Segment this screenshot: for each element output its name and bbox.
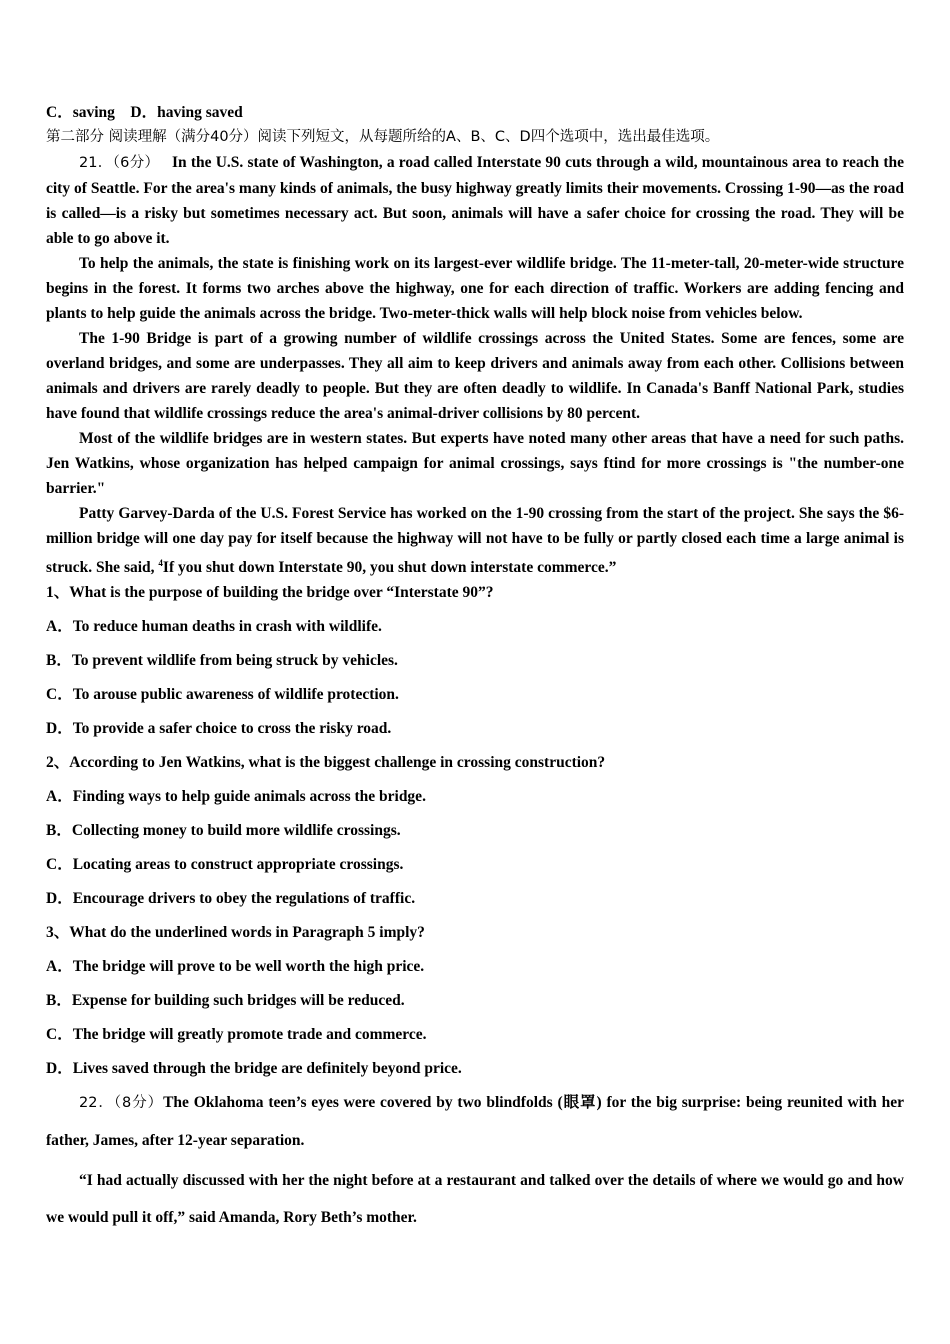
question-1-option-a[interactable]: A．To reduce human deaths in crash with wildlife. [46, 618, 382, 636]
passage-21-paragraph-3: The 1-90 Bridge is part of a growing number of wildlife crossings across the United States. Some are fences, some are overland bridges, and some are underpasses. They all aim to keep drivers and animals away from each other. Collisions between animals and drivers are rarely deadly to people. But they are often deadly to wildlife. In Canada's Banff National Park, studies have found that wildlife crossings reduce the area's animal-driver collisions by 80 percent. [46, 330, 904, 422]
question-2-option-b[interactable]: B．Collecting money to build more wildlife crossings. [46, 822, 401, 840]
passage-21-paragraph-1 [46, 150, 904, 251]
passage-22-label: 22．（8分） [79, 1095, 164, 1112]
passage-22-paragraph-2: “I had actually discussed with her the night before at a restaurant and talked over the details of where we would go and how we would pull it off,” said Amanda, Rory Beth’s mother. [46, 1172, 904, 1227]
question-3-stem: 3、What do the underlined words in Paragraph 5 imply? [46, 924, 425, 942]
question-3-option-a[interactable]: A．The bridge will prove to be well worth the high price. [46, 958, 425, 976]
question-3-option-d[interactable]: D．Lives saved through the bridge are definitely beyond price. [46, 1060, 462, 1078]
paragraph-text: The Oklahoma teen’s eyes were covered by two blindfolds (眼罩) for the big surprise: being reunited with her father, James, after 12-year separation. [46, 1094, 904, 1150]
question-2-stem: 2、According to Jen Watkins, what is the biggest challenge in crossing construction? [46, 754, 606, 772]
passage-21-paragraph-4: Most of the wildlife bridges are in western states. But experts have noted many other areas that have a need for such paths. Jen Watkins, whose organization has helped campaign for animal crossings, says ftind for more crossings is "the number-one barrier." [46, 430, 904, 497]
question-2-option-c[interactable]: C．Locating areas to construct appropriate crossings. [46, 856, 404, 874]
passage-21-paragraph-5 [46, 501, 904, 580]
previous-question-options: C．saving D．having saved [46, 104, 243, 121]
quote-mark: 4 [158, 558, 163, 568]
question-1-option-c[interactable]: C．To arouse public awareness of wildlife protection. [46, 686, 399, 704]
passage-21-paragraph-2: To help the animals, the state is finishing work on its largest-ever wildlife bridge. The 11-meter-tall, 20-meter-wide structure begins in the forest. It forms two arches above the highway, one for each direction of traffic. Workers are adding fencing and plants to help guide the animals across the bridge. Two-meter-thick walls will help block noise from vehicles below. [46, 255, 904, 322]
question-3-option-c[interactable]: C．The bridge will greatly promote trade and commerce. [46, 1026, 427, 1044]
question-3-option-b[interactable]: B．Expense for building such bridges will be reduced. [46, 992, 405, 1010]
document-page [46, 100, 904, 1236]
question-1-option-b[interactable]: B．To prevent wildlife from being struck by vehicles. [46, 652, 398, 670]
question-1-stem: 1、What is the purpose of building the bridge over “Interstate 90”? [46, 584, 494, 602]
passage-22-paragraph-1 [46, 1084, 904, 1159]
question-2-option-d[interactable]: D．Encourage drivers to obey the regulations of traffic. [46, 890, 416, 908]
quoted-sentence: If you shut down Interstate 90, you shut down interstate commerce.” [162, 559, 617, 577]
question-1-option-d[interactable]: D．To provide a safer choice to cross the risky road. [46, 720, 392, 738]
question-2-option-a[interactable]: A．Finding ways to help guide animals across the bridge. [46, 788, 426, 806]
paragraph-text: Patty Garvey-Darda of the U.S. Forest Service has worked on the 1-90 crossing from the start of the project. She says the $6- million bridge will one day pay for itself because the highway will not have to be fully or partly closed each time a large animal is struck. She said, [46, 505, 904, 577]
section-heading: 第二部分 阅读理解（满分40分）阅读下列短文，从每题所给的A、B、C、D四个选项中，选出最佳选项。 [46, 129, 720, 145]
paragraph-text: In the U.S. state of Washington, a road called Interstate 90 cuts through a wild, mountainous area to reach the city of Seattle. For the area's many kinds of animals, the busy highway greatly limits their movements. Crossing 1-90—as the road is called—is a risky but sometimes necessary act. But soon, animals will have a safer choice for crossing the road. They will be able to go above it. [46, 154, 904, 247]
passage-21-label: 21．（6分） [79, 155, 160, 171]
